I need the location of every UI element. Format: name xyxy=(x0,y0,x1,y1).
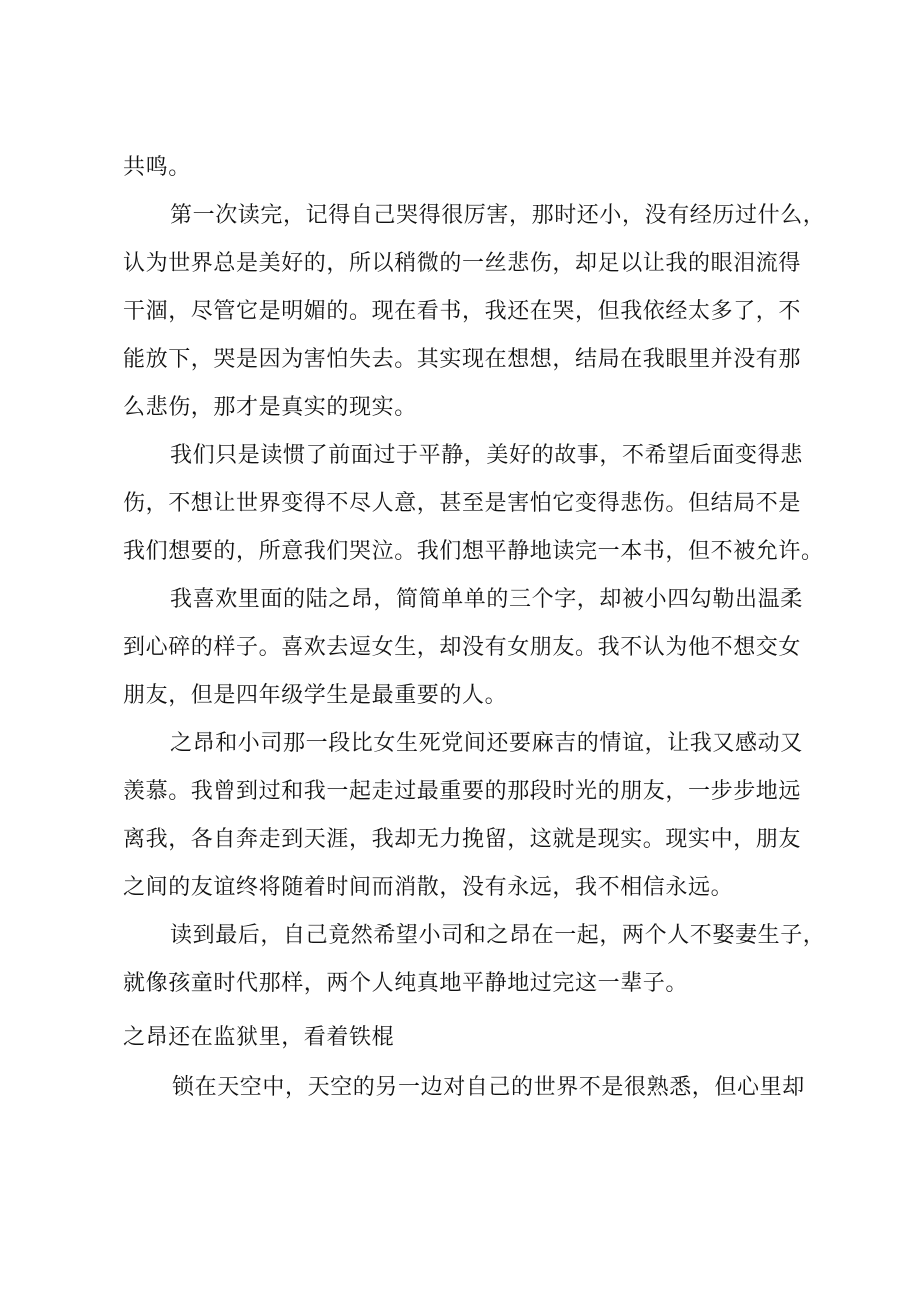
text-line: 共鸣。 xyxy=(123,155,191,180)
text-line: 就像孩童时代那样，两个人纯真地平静地过完这一辈子。 xyxy=(123,971,689,996)
text-line: 认为世界总是美好的，所以稍微的一丝悲伤，却足以让我的眼泪流得 xyxy=(123,251,802,276)
paragraph-first-line: 之昂和小司那一段比女生死党间还要麻吉的情谊，让我又感动又 xyxy=(170,731,803,756)
text-line: 我们想要的，所意我们哭泣。我们想平静地读完一本书，但不被允许。 xyxy=(123,539,824,564)
text-line: 之间的友谊终将随着时间而消散，没有永远，我不相信永远。 xyxy=(123,875,734,900)
text-line: 干涸，尽管它是明媚的。现在看书，我还在哭，但我依经太多了，不 xyxy=(123,299,802,324)
paragraph-first-line: 我们只是读惯了前面过于平静，美好的故事，不希望后面变得悲 xyxy=(170,443,803,468)
paragraph-first-line: 第一次读完，记得自己哭得很厉害，那时还小，没有经历过什么， xyxy=(170,203,826,228)
text-line: 之昂还在监狱里，看着铁棍 xyxy=(123,1025,395,1050)
text-line: 羡慕。我曾到过和我一起走过最重要的那段时光的朋友，一步步地远 xyxy=(123,779,802,804)
paragraph-first-line: 读到最后，自己竟然希望小司和之昂在一起，两个人不娶妻生子， xyxy=(170,923,826,948)
paragraph-first-line: 我喜欢里面的陆之昂，简简单单的三个字，却被小四勾勒出温柔 xyxy=(170,587,803,612)
text-line: 离我，各自奔走到天涯，我却无力挽留，这就是现实。现实中，朋友 xyxy=(123,827,802,852)
text-line: 么悲伤，那才是真实的现实。 xyxy=(123,395,417,420)
paragraph-first-line: 锁在天空中，天空的另一边对自己的世界不是很熟悉，但心里却 xyxy=(172,1075,805,1100)
text-line: 到心碎的样子。喜欢去逗女生，却没有女朋友。我不认为他不想交女 xyxy=(123,635,802,660)
text-line: 朋友，但是四年级学生是最重要的人。 xyxy=(123,683,508,708)
text-line: 能放下，哭是因为害怕失去。其实现在想想，结局在我眼里并没有那 xyxy=(123,347,802,372)
text-line: 伤，不想让世界变得不尽人意，甚至是害怕它变得悲伤。但结局不是 xyxy=(123,491,802,516)
